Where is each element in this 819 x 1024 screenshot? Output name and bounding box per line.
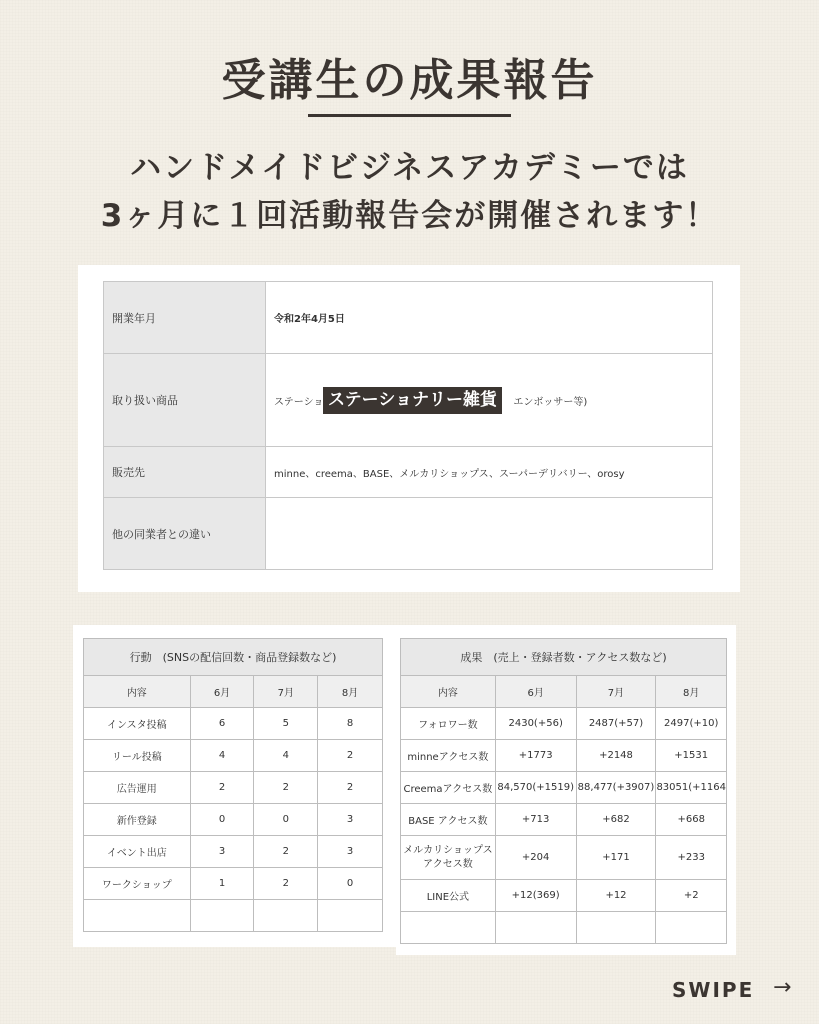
cell: +713 (495, 804, 576, 836)
cell: +12 (576, 880, 656, 912)
table-row-empty (401, 912, 727, 944)
row-label: minneアクセス数 (401, 740, 496, 772)
table-row (401, 804, 727, 836)
cell: +2 (656, 880, 727, 912)
cell: 2 (254, 868, 318, 900)
row-label: Creemaアクセス数 (401, 772, 496, 804)
row-label: 新作登録 (84, 804, 191, 836)
info-label: 販売先 (104, 447, 266, 498)
row-label: LINE公式 (401, 880, 496, 912)
page-title: 受講生の成果報告 (221, 55, 598, 106)
cell: +12(369) (495, 880, 576, 912)
info-label: 開業年月 (104, 282, 266, 354)
column-header: 内容 (84, 676, 191, 708)
product-highlight-badge: ステーショナリー雑貨 (323, 387, 502, 414)
info-table (103, 281, 713, 570)
cell: 0 (318, 868, 383, 900)
cell: 3 (190, 836, 254, 868)
row-label: インスタ投稿 (84, 708, 191, 740)
cell: 2 (254, 772, 318, 804)
cell: +668 (656, 804, 727, 836)
cell: 2 (318, 772, 383, 804)
column-header: 7月 (254, 676, 318, 708)
cell: 5 (254, 708, 318, 740)
cell: +171 (576, 836, 656, 880)
row-label: フォロワー数 (401, 708, 496, 740)
info-value: 令和2年4月5日 (266, 282, 713, 354)
table-row (401, 772, 727, 804)
cell: 2 (190, 772, 254, 804)
cell: 4 (254, 740, 318, 772)
cell: +682 (576, 804, 656, 836)
cell: +1531 (656, 740, 727, 772)
table-row (401, 880, 727, 912)
cell: +1773 (495, 740, 576, 772)
table-row-empty (84, 900, 383, 932)
info-value-prefix: ステーショ (274, 396, 324, 408)
column-header: 6月 (495, 676, 576, 708)
cell: 88,477(+3907) (576, 772, 656, 804)
info-value (266, 498, 713, 570)
info-row-sales-channels (104, 447, 713, 498)
info-value: minne、creema、BASE、メルカリショップス、スーパーデリバリー、orosy (266, 447, 713, 498)
cell: 84,570(+1519) (495, 772, 576, 804)
info-row-opening-date (104, 282, 713, 354)
column-header: 内容 (401, 676, 496, 708)
info-label: 他の同業者との違い (104, 498, 266, 570)
row-label: ワークショップ (84, 868, 191, 900)
cell: 3 (318, 836, 383, 868)
cell: 2430(+56) (495, 708, 576, 740)
row-label: リール投稿 (84, 740, 191, 772)
row-label: メルカリショップス アクセス数 (401, 836, 496, 880)
title-underline (308, 114, 511, 117)
cell: 0 (254, 804, 318, 836)
row-label: イベント出店 (84, 836, 191, 868)
cell: 6 (190, 708, 254, 740)
subtitle-line-2: 3ヶ月に１回活動報告会が開催されます！ (100, 198, 719, 234)
cell: 2 (318, 740, 383, 772)
info-label: 取り扱い商品 (104, 354, 266, 447)
cell: 3 (318, 804, 383, 836)
table-row (84, 708, 383, 740)
column-header: 6月 (190, 676, 254, 708)
cell: 2497(+10) (656, 708, 727, 740)
actions-table (83, 638, 383, 932)
table-row (84, 804, 383, 836)
info-value-suffix: エンボッサー等) (513, 396, 588, 408)
column-header: 8月 (656, 676, 727, 708)
cell: +2148 (576, 740, 656, 772)
cell: +204 (495, 836, 576, 880)
results-table (400, 638, 727, 944)
table-row (401, 836, 727, 880)
cell: 2 (254, 836, 318, 868)
row-label: BASE アクセス数 (401, 804, 496, 836)
column-header: 7月 (576, 676, 656, 708)
table-row (84, 740, 383, 772)
table-row (84, 836, 383, 868)
cell: 8 (318, 708, 383, 740)
cell: 4 (190, 740, 254, 772)
swipe-label[interactable]: SWIPE (672, 978, 755, 1002)
cell: 2487(+57) (576, 708, 656, 740)
row-label: 広告運用 (84, 772, 191, 804)
info-row-differentiation (104, 498, 713, 570)
results-table-header: 成果 (売上・登録者数・アクセス数など) (401, 639, 727, 676)
cell: 0 (190, 804, 254, 836)
table-row (84, 772, 383, 804)
table-row (84, 868, 383, 900)
arrow-right-icon[interactable]: → (773, 975, 792, 1000)
actions-table-header: 行動 (SNSの配信回数・商品登録数など) (84, 639, 383, 676)
table-row (401, 740, 727, 772)
table-row (401, 708, 727, 740)
column-header: 8月 (318, 676, 383, 708)
cell: 83051(+1164 (656, 772, 727, 804)
cell: 1 (190, 868, 254, 900)
subtitle-line-1: ハンドメイドビジネスアカデミーでは (130, 150, 689, 186)
cell: +233 (656, 836, 727, 880)
